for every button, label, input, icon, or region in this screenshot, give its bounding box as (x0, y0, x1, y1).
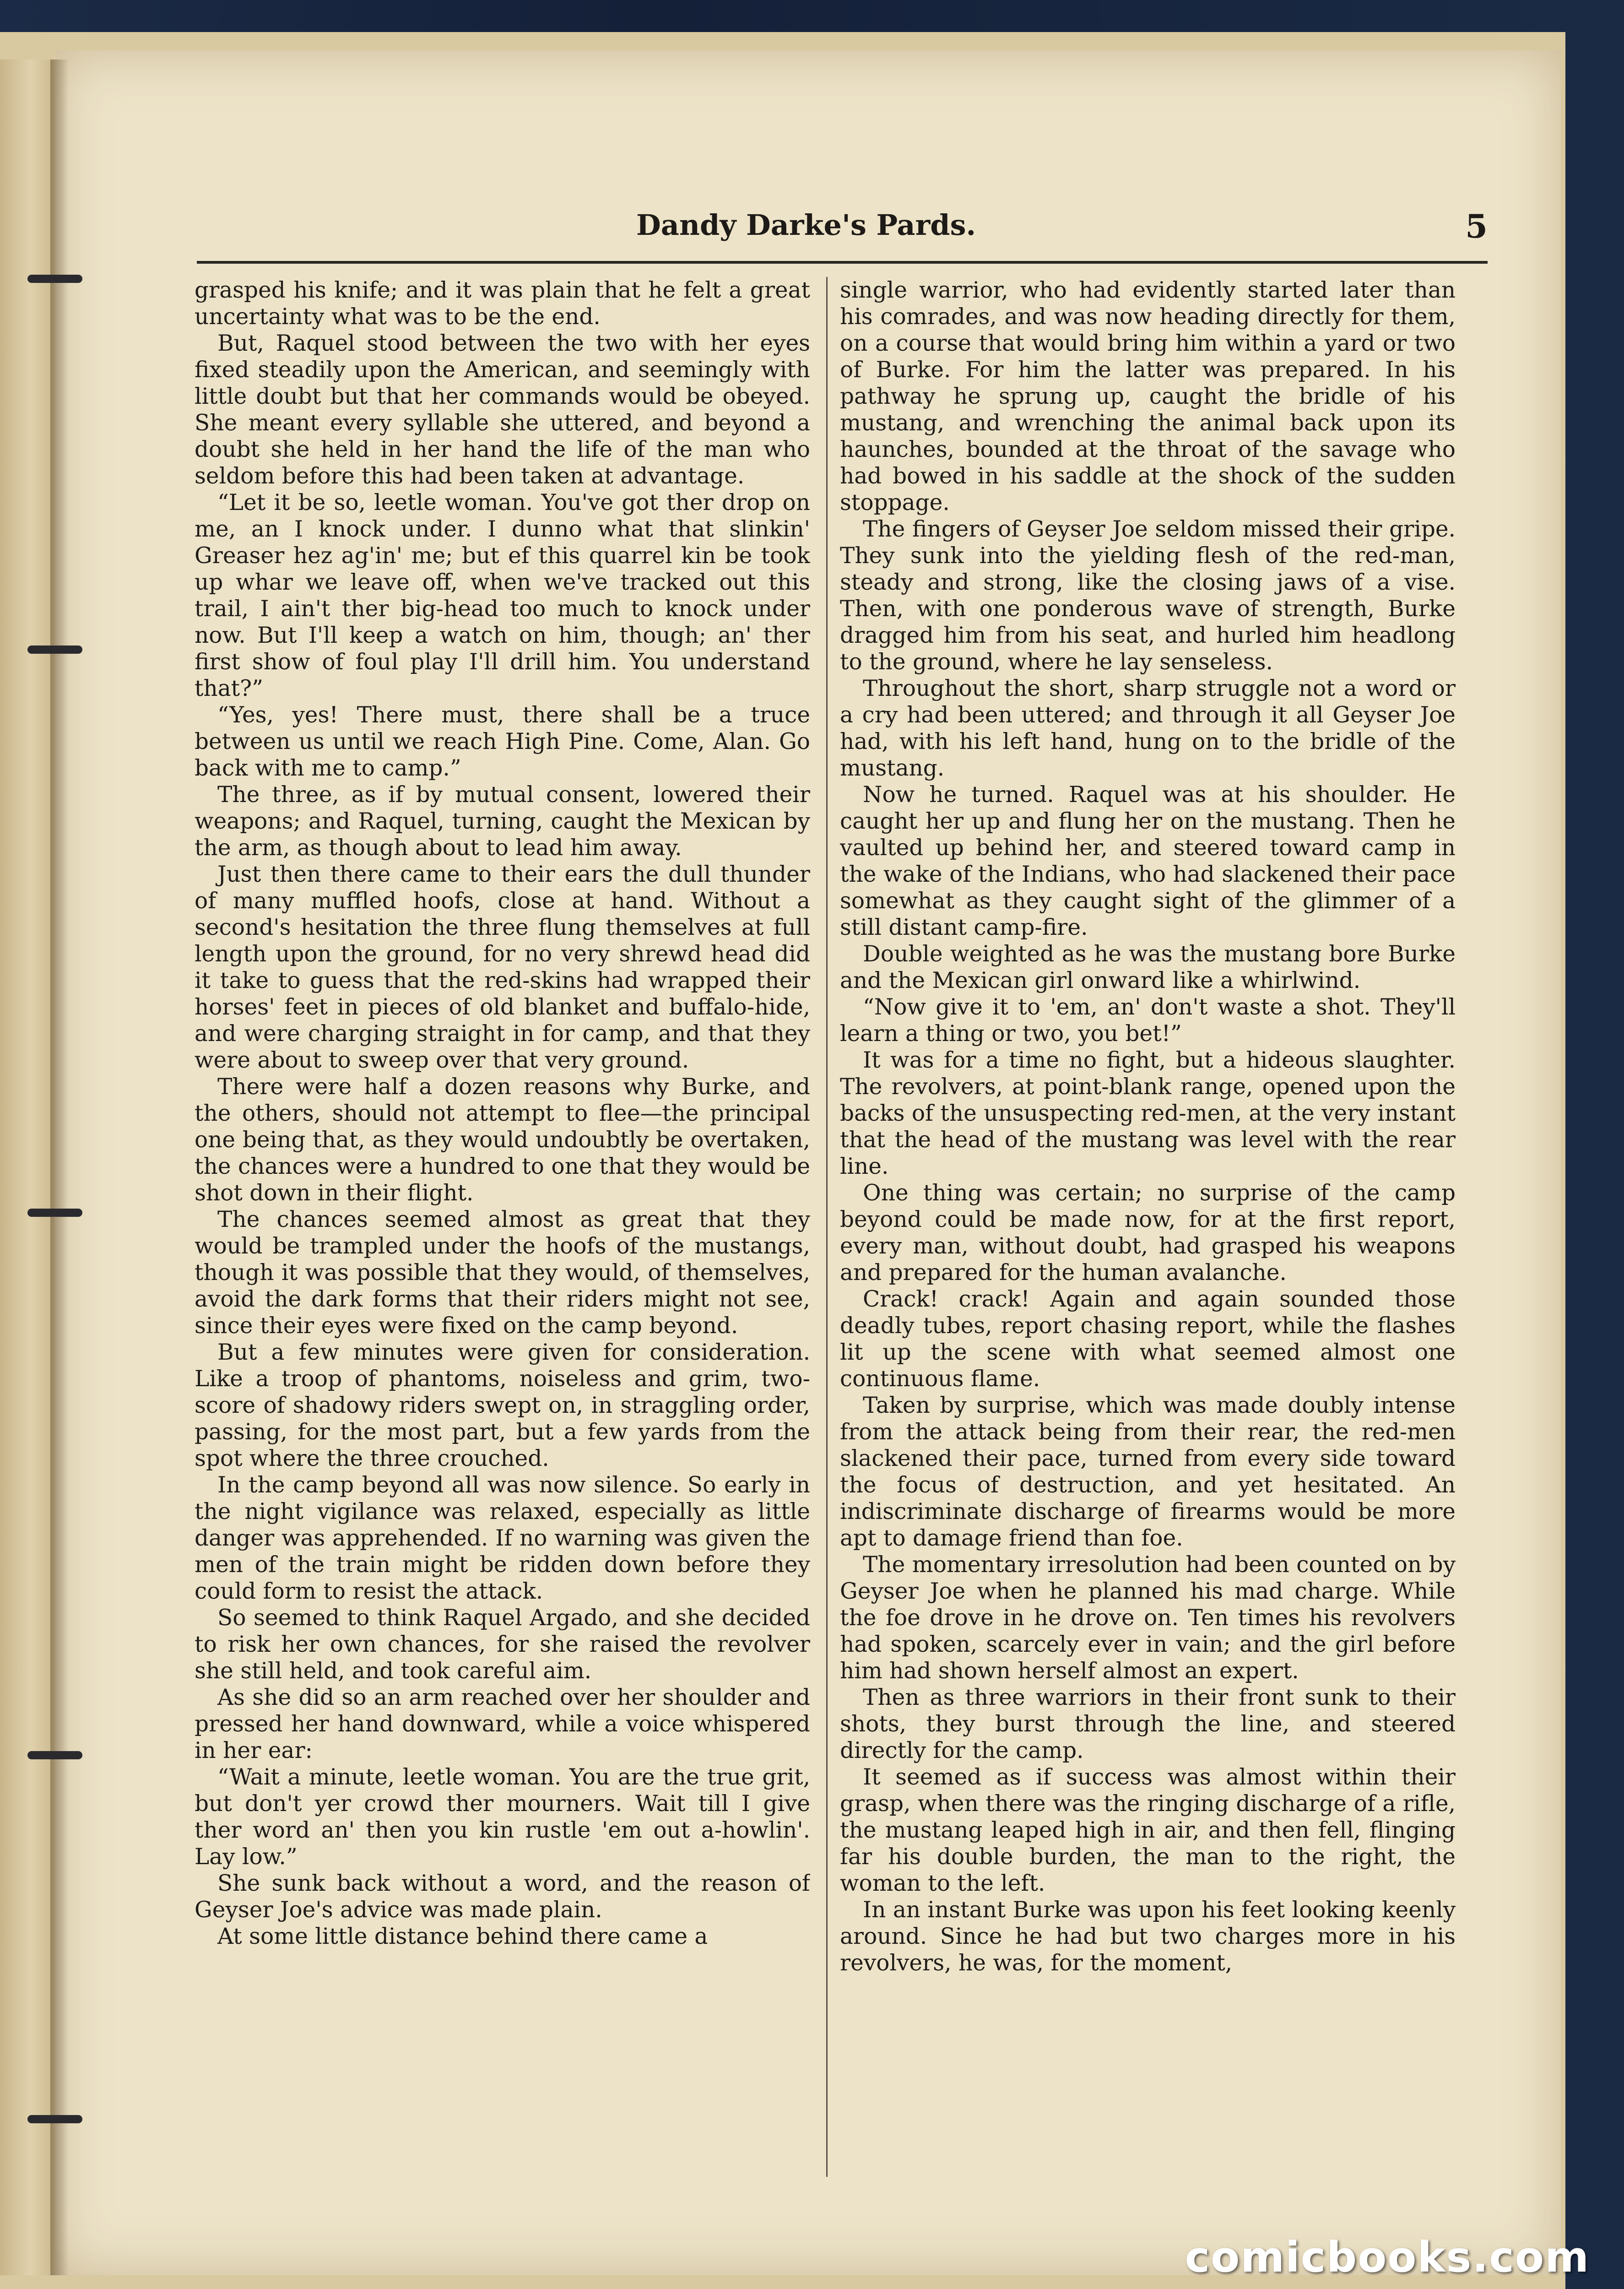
binding-stitch (27, 275, 82, 283)
paragraph: The momentary irresolution had been counted on by Geyser Joe when he planned his mad charge. While the foe drove in he drove on. Ten times his revolvers had spoken, scarcely ever in vain; and the girl before him had shown herself almost an expert. (840, 1552, 1456, 1684)
running-header (197, 204, 1488, 254)
running-title: Dandy Darke's Pards. (636, 208, 976, 242)
paragraph: In the camp beyond all was now silence. So early in the night vigilance was relaxed, especially as little danger was apprehended. If no warning was given the men of the train might be ridden down before they could form to resist the attack. (195, 1472, 810, 1604)
paragraph: Now he turned. Raquel was at his shoulder. He caught her up and flung her on the mustang. Then he vaulted up behind her, and steered toward camp in the wake of the Indians, who had slackened their pace somewhat as they caught sight of the glimmer of a still distant camp-fire. (840, 782, 1456, 940)
paragraph: The chances seemed almost as great that they would be trampled under the hoofs of the mustangs, though it was possible that they would, of themselves, avoid the dark forms that their riders might not see, since their eyes were fixed on the camp beyond. (195, 1207, 810, 1339)
paragraph: But a few minutes were given for consideration. Like a troop of phantoms, noiseless and grim, two-score of shadowy riders swept on, in straggling order, passing, for the most part, but a few yards from the spot where the three crouched. (195, 1340, 810, 1471)
paragraph: She sunk back without a word, and the reason of Geyser Joe's advice was made plain. (195, 1871, 810, 1923)
paragraph: “Let it be so, leetle woman. You've got ther drop on me, an I knock under. I dunno what that slinkin' Greaser hez ag'in' me; but ef this quarrel kin be took up whar we leave off, when we've tracked out this trail, I ain't ther big-head too much to knock under now. But I'll keep a watch on him, though; an' ther first show of foul play I'll drill him. You understand that?” (195, 490, 810, 701)
paragraph: Then as three warriors in their front sunk to their shots, they burst through the line, and steered directly for the camp. (840, 1685, 1456, 1763)
paragraph: It was for a time no fight, but a hideous slaughter. The revolvers, at point-blank range, opened upon the backs of the unsuspecting red-men, at the very instant that the head of the mustang was level with the rear line. (840, 1047, 1456, 1179)
paragraph: So seemed to think Raquel Argado, and she decided to risk her own chances, for she raised the revolver she still held, and took careful aim. (195, 1605, 810, 1684)
header-rule (197, 261, 1488, 264)
watermark-text: comicbooks.com (1185, 2233, 1590, 2282)
paragraph: single warrior, who had evidently started later than his comrades, and was now heading directly for them, on a course that would bring him within a yard or two of Burke. For him the latter was prepared. In his pathway he sprung up, caught the bridle of his mustang, and wrenching the animal back upon its haunches, bounded at the throat of the savage who had bowed in his saddle at the shock of the sudden stoppage. (840, 277, 1456, 515)
paragraph: But, Raquel stood between the two with her eyes fixed steadily upon the American, and seemingly with little doubt but that her commands would be obeyed. She meant every syllable she uttered, and beyond a doubt she held in her hand the life of the man who seldom before this had been taken at advantage. (195, 331, 810, 489)
paragraph: There were half a dozen reasons why Burke, and the others, should not attempt to flee—the principal one being that, as they would undoubtly be overtaken, the chances were a hundred to one that they would be shot down in their flight. (195, 1074, 810, 1206)
column-divider (826, 277, 828, 2177)
paragraph: “Now give it to 'em, an' don't waste a shot. They'll learn a thing or two, you bet!” (840, 994, 1456, 1047)
paragraph: Throughout the short, sharp struggle not a word or a cry had been uttered; and through it all Geyser Joe had, with his left hand, hung on to the bridle of the mustang. (840, 676, 1456, 781)
page-number: 5 (1465, 207, 1488, 245)
paragraph: The three, as if by mutual consent, lowered their weapons; and Raquel, turning, caught the Mexican by the arm, as though about to lead him away. (195, 782, 810, 861)
paragraph: In an instant Burke was upon his feet looking keenly around. Since he had but two charges more in his revolvers, he was, for the moment, (840, 1897, 1456, 1976)
paragraph: It seemed as if success was almost within their grasp, when there was the ringing discharge of a rifle, the mustang leaped high in air, and then fell, flinging far his double burden, the man to the right, the woman to the left. (840, 1764, 1456, 1896)
binding-stitch (27, 645, 82, 654)
left-text-column (195, 277, 810, 2213)
binding-stitch (27, 1209, 82, 1217)
paragraph: Double weighted as he was the mustang bore Burke and the Mexican girl onward like a whirlwind. (840, 941, 1456, 993)
paragraph: The fingers of Geyser Joe seldom missed their gripe. They sunk into the yielding flesh of the red-man, steady and strong, like the closing jaws of a vise. Then, with one ponderous wave of strength, Burke dragged him from his seat, and hurled him headlong to the ground, where he lay senseless. (840, 516, 1456, 675)
paragraph: grasped his knife; and it was plain that he felt a great uncertainty what was to be the end. (195, 277, 810, 330)
paragraph: “Yes, yes! There must, there shall be a truce between us until we reach High Pine. Come, Alan. Go back with me to camp.” (195, 702, 810, 781)
paragraph: “Wait a minute, leetle woman. You are the true grit, but don't yer crowd ther mourners. Wait till I give ther word an' then you kin rustle 'em out a-howlin'. Lay low.” (195, 1764, 810, 1870)
binding-gutter (50, 60, 69, 2275)
paragraph: Crack! crack! Again and again sounded those deadly tubes, report chasing report, while the flashes lit up the scene with what seemed almost one continuous flame. (840, 1286, 1456, 1392)
paragraph: As she did so an arm reached over her shoulder and pressed her hand downward, while a voice whispered in her ear: (195, 1685, 810, 1763)
binding-stitch (27, 2115, 82, 2123)
paragraph: At some little distance behind there came a (217, 1924, 708, 1949)
paragraph: Just then there came to their ears the dull thunder of many muffled hoofs, close at hand. Without a second's hesitation the three flung themselves at full length upon the ground, for no very shrewd head did it take to guess that the red-skins had wrapped their horses' feet in pieces of old blanket and buffalo-hide, and were charging straight in for camp, and that they were about to sweep over that very ground. (195, 862, 810, 1073)
paragraph: One thing was certain; no surprise of the camp beyond could be made now, for at the first report, every man, without doubt, had grasped his weapons and prepared for the human avalanche. (840, 1180, 1456, 1286)
paragraph: Taken by surprise, which was made doubly intense from the attack being from their rear, the red-men slackened their pace, turned from every side toward the focus of destruction, and yet hesitated. An indiscriminate discharge of firearms would be more apt to damage friend than foe. (840, 1393, 1456, 1551)
previous-page-edge (0, 60, 50, 2275)
right-text-column (840, 277, 1456, 2213)
binding-stitch (27, 1751, 82, 1759)
